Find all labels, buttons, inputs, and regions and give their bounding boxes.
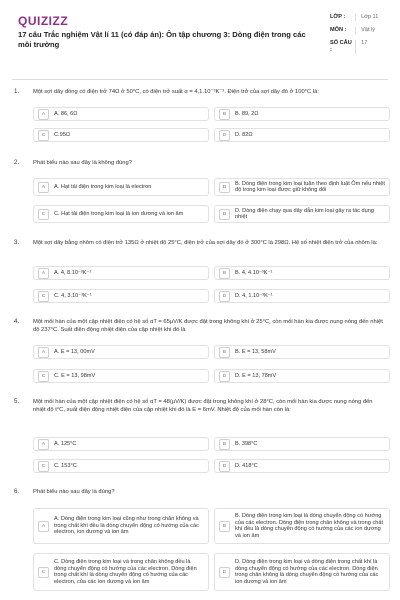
option-letter: A	[38, 521, 49, 532]
option-letter: C	[38, 371, 49, 382]
option-letter: D	[219, 567, 230, 578]
q5-option-d[interactable]	[214, 459, 390, 473]
q5-option-b[interactable]	[214, 437, 390, 451]
meta-class	[330, 14, 388, 21]
q2-option-d[interactable]	[214, 205, 390, 223]
meta-subject	[330, 27, 388, 34]
q4-option-a[interactable]	[33, 345, 209, 359]
q5-option-a[interactable]	[33, 437, 209, 451]
header-divider	[12, 79, 388, 80]
question-text: Một mối hàn của một cặp nhiệt điện có hệ số αT = 48(μV/K) được đặt trong không khí ở 28°C, còn mối hàn kia được nung nóng đến nhiệt độ t°C, suất điện động nhiệt điện của cặp nhiệt khi đó là E = 6mV. Nhiệt độ của mối hàn còn là:	[33, 399, 373, 413]
option-letter: C	[38, 567, 49, 578]
class-label: LỚP :	[330, 14, 346, 20]
count-value: 17	[355, 40, 388, 54]
option-text: A. 125°C	[54, 440, 77, 447]
q1-option-a[interactable]	[33, 107, 209, 121]
q4-option-d[interactable]	[214, 369, 390, 383]
option-letter: B	[219, 347, 230, 358]
question-number: 5.	[14, 398, 20, 405]
document-title: 17 câu Trắc nghiệm Vật lí 11 (có đáp án): Ôn tập chương 3: Dòng điện trong các môi trường	[18, 30, 306, 49]
option-text: C. E = 13, 98mV	[54, 372, 96, 379]
q1-option-c[interactable]	[33, 128, 209, 142]
question-text: Một sợi dây đồng có điện trở 74Ω ở 50°C, có điện trở suất α = 4,1.10⁻³K⁻¹. Điện trở của sợi dây đó ở 100°C là:	[33, 89, 319, 95]
option-text: C. Dòng điện trong kim loại và trong chân không đều là dòng chuyển động có hướng của các electron. Dòng điện trong chất khí là dòng chuyển động có hướng của các electron, của các ion dương và ion âm	[54, 559, 197, 585]
option-letter: C	[38, 291, 49, 302]
option-letter: B	[219, 268, 230, 279]
option-text: D. Dòng điện chạy qua dây dẫn kim loại gây ra tác dụng nhiệt	[235, 207, 374, 220]
option-text: B. Dòng điện trong kim loại là dòng chuyển động có hướng của các electron. Dòng điện trong chân không và trong chất khí đều là dòng chuyển động có hướng của các ion dương và ion âm	[235, 513, 384, 539]
q3-option-d[interactable]	[214, 289, 390, 303]
class-value: Lớp 11	[355, 14, 388, 21]
q5-option-c[interactable]	[33, 459, 209, 473]
q6-option-d[interactable]	[214, 553, 390, 591]
q6-option-c[interactable]	[33, 553, 209, 591]
option-letter: D	[219, 291, 230, 302]
q3-option-c[interactable]	[33, 289, 209, 303]
question-number: 4.	[14, 318, 20, 325]
question-text: Một sợi dây bằng nhôm có điện trở 135Ω ở nhiệt độ 25°C, điện trở của sợi dây đó ở 300°C là 298Ω. Hệ số nhiệt điện trở của nhôm là:	[33, 240, 378, 246]
question-text: Một mối hàn của một cặp nhiệt điện có hệ số αT = 65μV/K được đặt trong không khí ở 25°C, còn mối hàn kia được nung nóng đến nhiệt độ 237°C. Suất điện động nhiệt điện của cặp nhiệt khi đó là	[33, 319, 383, 333]
option-text: A. E = 13, 00mV	[54, 348, 95, 355]
q1-option-d[interactable]	[214, 128, 390, 142]
question-number: 2.	[14, 159, 20, 166]
question-number: 3.	[14, 239, 20, 246]
option-text: C.95Ω	[54, 131, 70, 138]
option-text: A. Dòng điện trong kim loại cũng như trong chân không và trong chất khí đều là dòng chuyển động có hướng của các electron, ion dương và ion âm	[54, 516, 199, 536]
option-text: D. 418°C	[235, 462, 258, 469]
option-text: B. Dòng điện trong kim loại tuân theo định luật Ôm nếu nhiệt độ trong kim loại được giữ không đổi	[235, 180, 385, 193]
question-number: 6.	[14, 488, 20, 495]
q4-option-b[interactable]	[214, 345, 390, 359]
option-letter: A	[38, 182, 49, 193]
count-label: SỐ CÂU :	[330, 40, 352, 53]
option-letter: A	[38, 268, 49, 279]
option-letter: B	[219, 439, 230, 450]
option-text: D. 82Ω	[235, 131, 253, 138]
subject-value: Vật lý	[355, 27, 388, 34]
q2-option-a[interactable]	[33, 178, 209, 196]
option-letter: B	[219, 521, 230, 532]
option-text: B. 398°C	[235, 440, 258, 447]
option-text: D. 4, 1.10⁻³K⁻¹	[235, 292, 273, 299]
option-letter: C	[38, 461, 49, 472]
q1-option-b[interactable]	[214, 107, 390, 121]
question-text: Phát biểu nào sau đây là không đúng?	[33, 160, 132, 166]
option-text: A. Hạt tải điện trong kim loại là electron	[54, 183, 152, 190]
option-letter: D	[219, 209, 230, 220]
option-letter: B	[219, 182, 230, 193]
option-text: D. E = 13, 78mV	[235, 372, 277, 379]
option-letter: D	[219, 371, 230, 382]
meta-count	[330, 40, 388, 54]
option-text: B. 4, 4.10⁻³K⁻¹	[235, 269, 273, 276]
option-text: B. E = 13, 58mV	[235, 348, 276, 355]
q3-option-a[interactable]	[33, 266, 209, 280]
option-text: C. 153°C	[54, 462, 77, 469]
option-text: A. 86, 6Ω	[54, 110, 78, 117]
option-text: A. 4, 8.10⁻³K⁻¹	[54, 269, 92, 276]
q2-option-b[interactable]	[214, 178, 390, 196]
option-letter: A	[38, 347, 49, 358]
option-text: D. Dòng điện trong kim loại và dòng điện trong chất khí là dòng chuyển động có hướng của các electron. Dòng điện trong chân không là dòng chuyển động có hướng của các ion dương và ion âm	[235, 559, 379, 585]
q6-option-a[interactable]	[33, 508, 209, 544]
quizizz-logo: QUIZIZZ	[18, 14, 69, 28]
option-letter: C	[38, 130, 49, 141]
question-text: Phát biểu nào sau đây là đúng?	[33, 489, 115, 495]
meta-box	[330, 14, 388, 60]
option-letter: B	[219, 109, 230, 120]
question-number: 1.	[14, 88, 20, 95]
q2-option-c[interactable]	[33, 205, 209, 223]
subject-label: MÔN :	[330, 27, 347, 33]
q6-option-b[interactable]	[214, 508, 390, 544]
option-letter: A	[38, 109, 49, 120]
option-text: C. 4, 3.10⁻³K⁻¹	[54, 292, 92, 299]
option-letter: C	[38, 209, 49, 220]
q3-option-b[interactable]	[214, 266, 390, 280]
q4-option-c[interactable]	[33, 369, 209, 383]
option-letter: A	[38, 439, 49, 450]
option-text: B. 89, 2Ω	[235, 110, 259, 117]
option-letter: D	[219, 461, 230, 472]
option-letter: D	[219, 130, 230, 141]
option-text: C. Hạt tải điện trong kim loại là ion dương và ion âm	[54, 210, 184, 217]
